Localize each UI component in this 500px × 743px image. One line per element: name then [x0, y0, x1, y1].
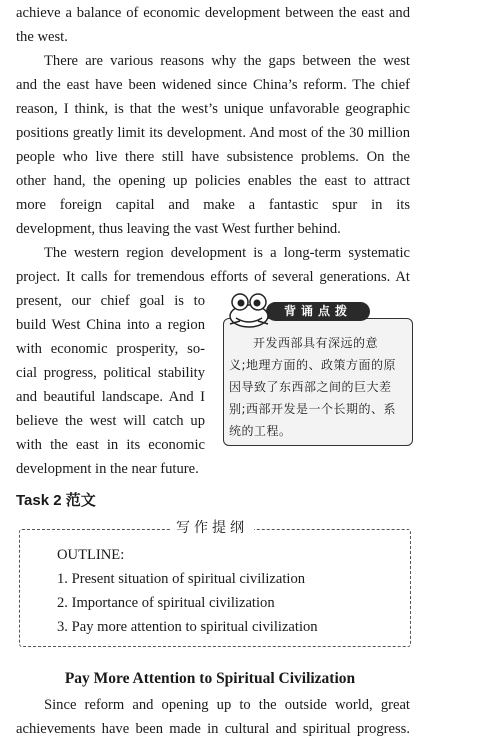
text-line: believe the west will catch up	[16, 413, 205, 429]
outline-box-title: 写作提纲	[170, 517, 254, 539]
text-line: people who live there still have subsistence problems. On the	[16, 149, 410, 165]
tip-line: 义;地理方面的、政策方面的原	[229, 358, 397, 372]
text-line: development, thus leaving the vast West further behind.	[16, 221, 341, 237]
text-line: project. It calls for tremendous efforts of several generations. At	[16, 269, 410, 285]
outline-item: 3. Pay more attention to spiritual civilization	[57, 619, 318, 635]
text-line: the west.	[16, 29, 68, 45]
tip-line: 别;西部开发是一个长期的、系	[229, 402, 397, 416]
text-line: with economic prosperity, so-	[16, 341, 205, 357]
frog-mascot-icon	[226, 290, 272, 330]
text-line: Since reform and opening up to the outside world, great	[44, 697, 410, 713]
text-line: There are various reasons why the gaps between the west	[44, 53, 410, 69]
text-line: with the east in its economic	[16, 437, 205, 453]
text-line: achievements have been made in cultural and spiritual progress.	[16, 721, 410, 737]
text-line: achieve a balance of economic development between the east and	[16, 5, 410, 21]
task-heading: Task 2 范文	[16, 492, 96, 509]
text-line: more foreign capital and make a fantastic spur in its	[16, 197, 410, 213]
tip-line: 统的工程。	[229, 424, 292, 438]
text-line: other hand, the opening up policies enables the east to attract	[16, 173, 410, 189]
text-line: build West China into a region	[16, 317, 205, 333]
text-line: cial progress, political stability	[16, 365, 205, 381]
essay-title: Pay More Attention to Spiritual Civilization	[64, 670, 356, 687]
text-line: development in the near future.	[16, 461, 199, 477]
text-line: and beautiful landscape. And I	[16, 389, 205, 405]
recitation-tip-banner: 背诵点拨	[266, 302, 370, 321]
text-line: The western region development is a long-term systematic	[44, 245, 410, 261]
tip-line: 因导致了东西部之间的巨大差	[229, 380, 392, 394]
text-line: and the east have been widened since China’s reform. The chief	[16, 77, 410, 93]
outline-item: 1. Present situation of spiritual civilization	[57, 571, 306, 587]
text-line: present, our chief goal is to	[16, 293, 205, 309]
text-line: positions greatly limit its development. And most of the 30 million	[16, 125, 410, 141]
tip-line: 开发西部具有深远的意	[253, 336, 379, 350]
text-line: reason, I think, is that the west’s unique unfavorable geographic	[16, 101, 410, 117]
outline-item: 2. Importance of spiritual civilization	[57, 595, 275, 611]
outline-label: OUTLINE:	[57, 547, 125, 563]
